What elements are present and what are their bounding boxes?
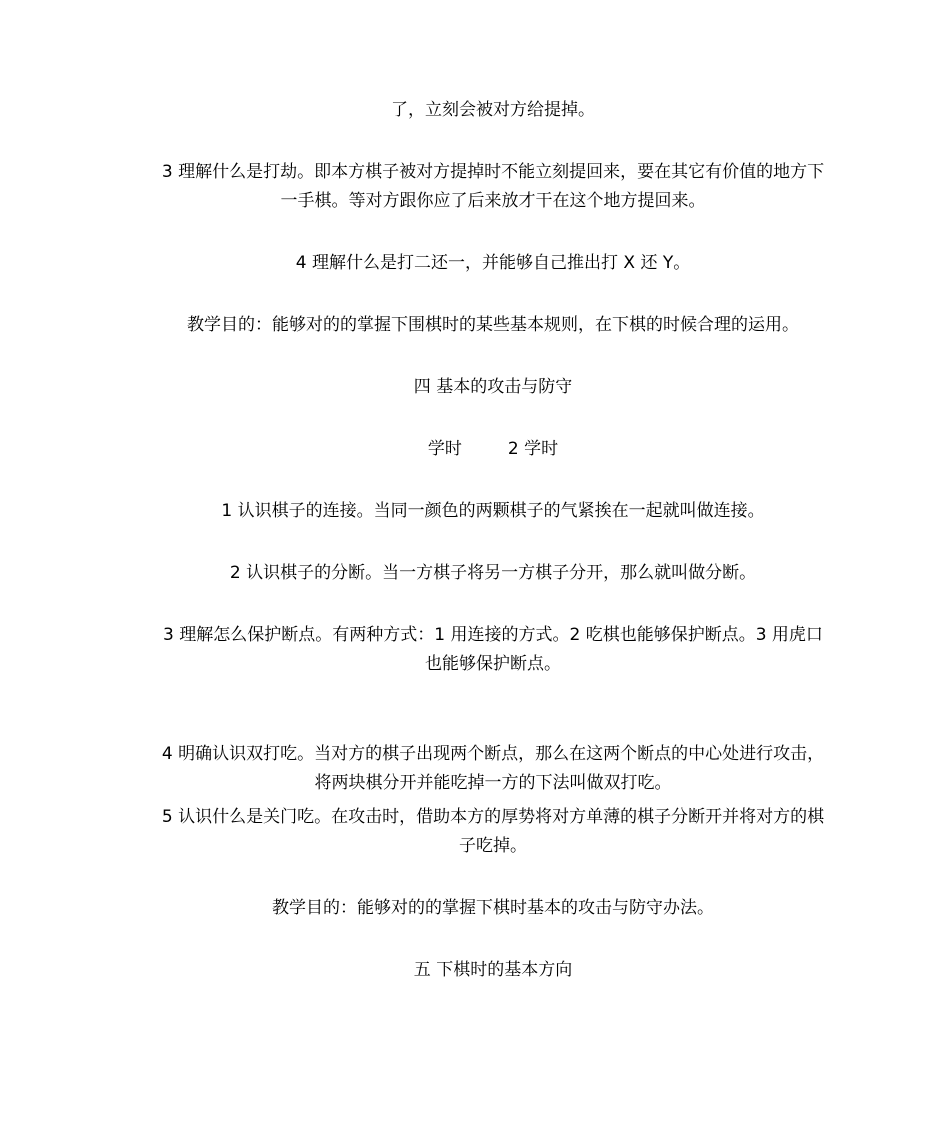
paragraph-protect-cut-point: 3 理解怎么保护断点。有两种方式：1 用连接的方式。2 吃棋也能够保护断点。3 用虎口也能够保护断点。: [163, 625, 823, 674]
paragraph-teaching-goal-attack-defense: 教学目的：能够对的的掌握下棋时基本的攻击与防守办法。: [272, 898, 714, 918]
paragraph-teaching-goal-rules: 教学目的：能够对的的掌握下围棋时的某些基本规则，在下棋的时候合理的运用。: [187, 315, 799, 335]
paragraph-capture-continuation: 了，立刻会被对方给提掉。: [391, 100, 595, 120]
section-heading-attack-defense: 四 基本的攻击与防守: [413, 377, 573, 397]
paragraph-snapback: 4 理解什么是打二还一，并能够自己推出打 X 还 Y。: [295, 253, 691, 273]
hours-label: 学时: [427, 439, 462, 459]
hours-value: 2 学时: [507, 439, 559, 459]
paragraph-net-capture: 5 认识什么是关门吃。在攻击时，借助本方的厚势将对方单薄的棋子分断开并将对方的棋子吃掉。: [161, 807, 825, 856]
section-heading-basic-direction: 五 下棋时的基本方向: [413, 960, 573, 980]
paragraph-ko-rule: 3 理解什么是打劫。即本方棋子被对方提掉时不能立刻提回来，要在其它有价值的地方下一手棋。等对方跟你应了后来放才干在这个地方提回来。: [161, 162, 825, 211]
paragraph-class-hours: [155, 435, 831, 464]
paragraph-cutting: 2 认识棋子的分断。当一方棋子将另一方棋子分开，那么就叫做分断。: [229, 563, 757, 583]
paragraph-connection: 1 认识棋子的连接。当同一颜色的两颗棋子的气紧挨在一起就叫做连接。: [221, 501, 765, 521]
paragraph-double-atari: 4 明确认识双打吃。当对方的棋子出现两个断点，那么在这两个断点的中心处进行攻击，将两块棋分开并能吃掉一方的下法叫做双打吃。: [161, 744, 825, 793]
